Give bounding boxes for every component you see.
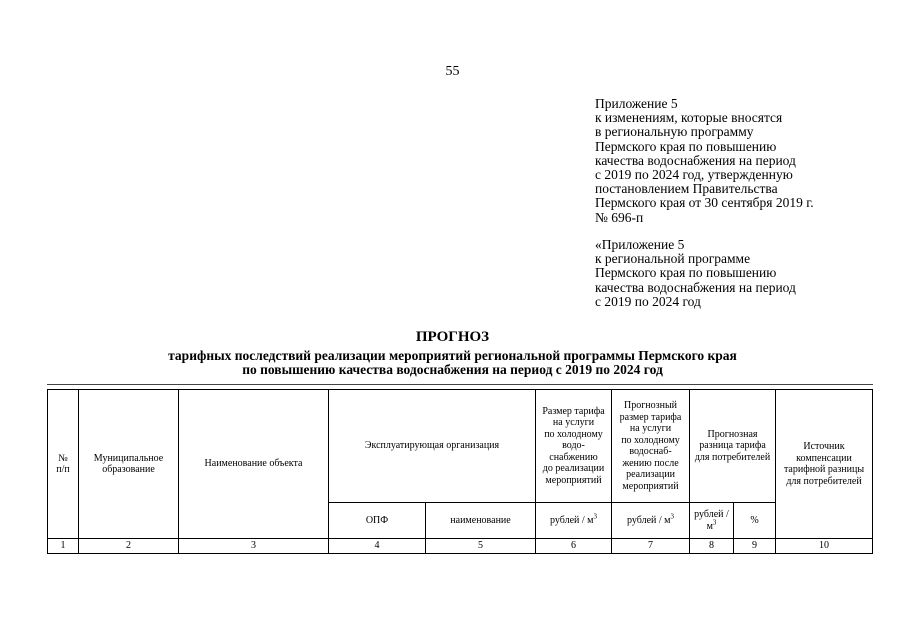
header-municipality: Муниципальное образование <box>79 390 179 539</box>
forecast-table <box>47 389 873 554</box>
subheader-rub-m3-after: рублей / $м^3$ <box>612 503 690 539</box>
page-number: 55 <box>445 64 460 79</box>
divider <box>47 384 873 385</box>
header-row <box>48 390 873 503</box>
column-number: 6 <box>536 539 612 554</box>
header-difference: Прогнозная разница тарифа для потребителей <box>690 390 776 503</box>
subtitle-line: тарифных последствий реализации мероприятий региональной программы Пермского края <box>168 348 737 363</box>
annex-line: № 696-п <box>595 209 644 225</box>
annex-line: постановлением Правительства <box>595 181 778 197</box>
column-number: 2 <box>79 539 179 554</box>
column-number: 10 <box>776 539 873 554</box>
subheader-opf: ОПФ <box>329 503 426 539</box>
document-subtitle <box>0 349 905 377</box>
annex-line: в региональную программу <box>595 124 754 140</box>
annex-quote <box>595 238 796 309</box>
annex-line: с 2019 по 2024 год, утвержденную <box>595 167 793 183</box>
subheader-rub-m3-before: рублей / $м^3$ <box>536 503 612 539</box>
annex-line: качества водоснабжения на период <box>595 152 796 168</box>
annex-quote-line: качества водоснабжения на период <box>595 279 796 295</box>
subtitle-line: по повышению качества водоснабжения на период с 2019 по 2024 год <box>242 362 663 377</box>
column-number: 3 <box>179 539 329 554</box>
annex-quote-line: к региональной программе <box>595 251 751 267</box>
annex-line: Пермского края по повышению <box>595 138 777 154</box>
column-number-row <box>48 539 873 554</box>
annex-quote-line: с 2019 по 2024 год <box>595 293 701 309</box>
annex-header <box>595 97 814 225</box>
annex-quote-line: «Приложение 5 <box>595 237 685 252</box>
header-tariff-forecast: Прогнозный размер тарифа на услуги по холодному водоснаб- жению после реализации мероприятий <box>612 390 690 503</box>
document-title: ПРОГНОЗ <box>415 329 490 345</box>
header-source: Источник компенсации тарифной разницы для потребителей <box>776 390 873 539</box>
subheader-name: наименование <box>426 503 536 539</box>
subheader-percent: % <box>734 503 776 539</box>
column-number: 7 <box>612 539 690 554</box>
column-number: 8 <box>690 539 734 554</box>
header-num: № п/п <box>48 390 79 539</box>
header-tariff-before: Размер тарифа на услуги по холодному водо- снабжению до реализации мероприятий <box>536 390 612 503</box>
column-number: 5 <box>426 539 536 554</box>
annex-line: Пермского края от 30 сентября 2019 г. <box>595 195 814 211</box>
subheader-rub-m3-diff: рублей / $м^3$ <box>690 503 734 539</box>
header-operator: Эксплуатирующая организация <box>329 390 536 503</box>
column-number: 1 <box>48 539 79 554</box>
column-number: 9 <box>734 539 776 554</box>
annex-quote-line: Пермского края по повышению <box>595 265 777 281</box>
column-number: 4 <box>329 539 426 554</box>
header-object: Наименование объекта <box>179 390 329 539</box>
annex-line: Приложение 5 <box>595 96 678 111</box>
annex-line: к изменениям, которые вносятся <box>595 110 783 126</box>
